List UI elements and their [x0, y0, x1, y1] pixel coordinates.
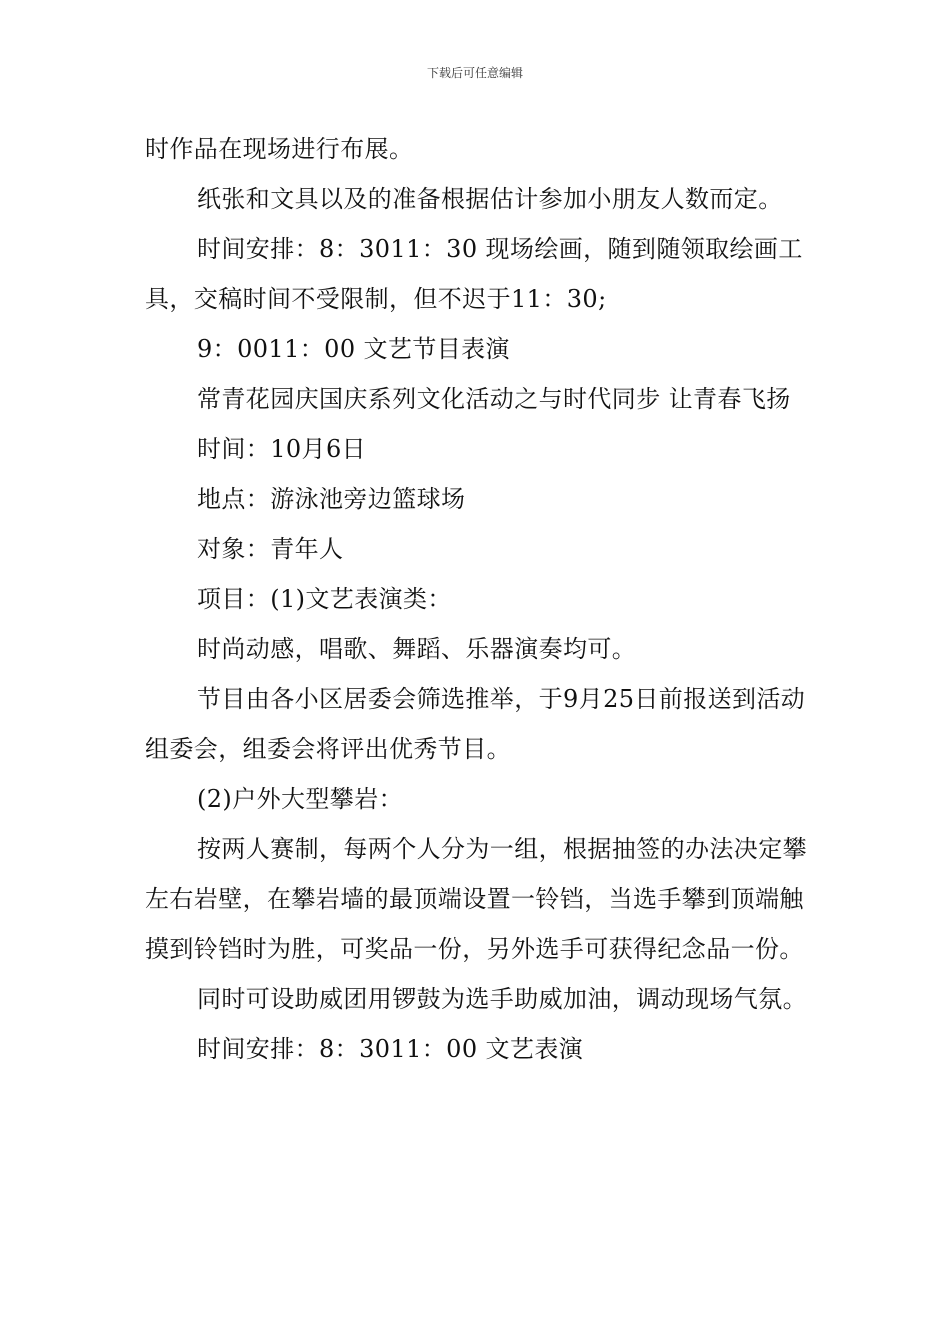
paragraph-performance-selection: 节目由各小区居委会筛选推举，于9月25日前报送到活动组委会，组委会将评出优秀节目。 — [145, 685, 806, 763]
paragraph-performance-style: 时尚动感，唱歌、舞蹈、乐器演奏均可。 — [197, 635, 637, 663]
paragraph-event-audience: 对象：青年人 — [197, 535, 344, 563]
paragraph-event-time: 时间：10月6日 — [197, 435, 367, 463]
paragraph-continuation: 时作品在现场进行布展。 — [145, 135, 414, 163]
document-body — [145, 124, 807, 1074]
paragraph-materials: 纸张和文具以及的准备根据估计参加小朋友人数而定。 — [197, 185, 783, 213]
page-header-note: 下载后可任意编辑 — [426, 66, 523, 80]
paragraph-event-title: 常青花园庆国庆系列文化活动之与时代同步 让青春飞扬 — [197, 385, 791, 413]
paragraph-event-location: 地点：游泳池旁边篮球场 — [197, 485, 466, 513]
paragraph-schedule-performance: 9：0011：00 文艺节目表演 — [197, 335, 510, 363]
paragraph-schedule-final: 时间安排：8：3011：00 文艺表演 — [197, 1035, 584, 1063]
paragraph-cheer-team: 同时可设助威团用锣鼓为选手助威加油，调动现场气氛。 — [197, 985, 807, 1013]
paragraph-project-performance: 项目：(1)文艺表演类： — [197, 585, 452, 613]
paragraph-project-climbing: (2)户外大型攀岩： — [197, 785, 403, 813]
paragraph-climbing-rules: 按两人赛制，每两个人分为一组，根据抽签的办法决定攀左右岩壁，在攀岩墙的最顶端设置一铃铛，当选手攀到顶端触摸到铃铛时为胜，可奖品一份，另外选手可获得纪念品一份。 — [145, 835, 807, 963]
paragraph-schedule-drawing: 时间安排：8：3011：30 现场绘画，随到随领取绘画工具，交稿时间不受限制，但不迟于11：30; — [145, 235, 803, 313]
